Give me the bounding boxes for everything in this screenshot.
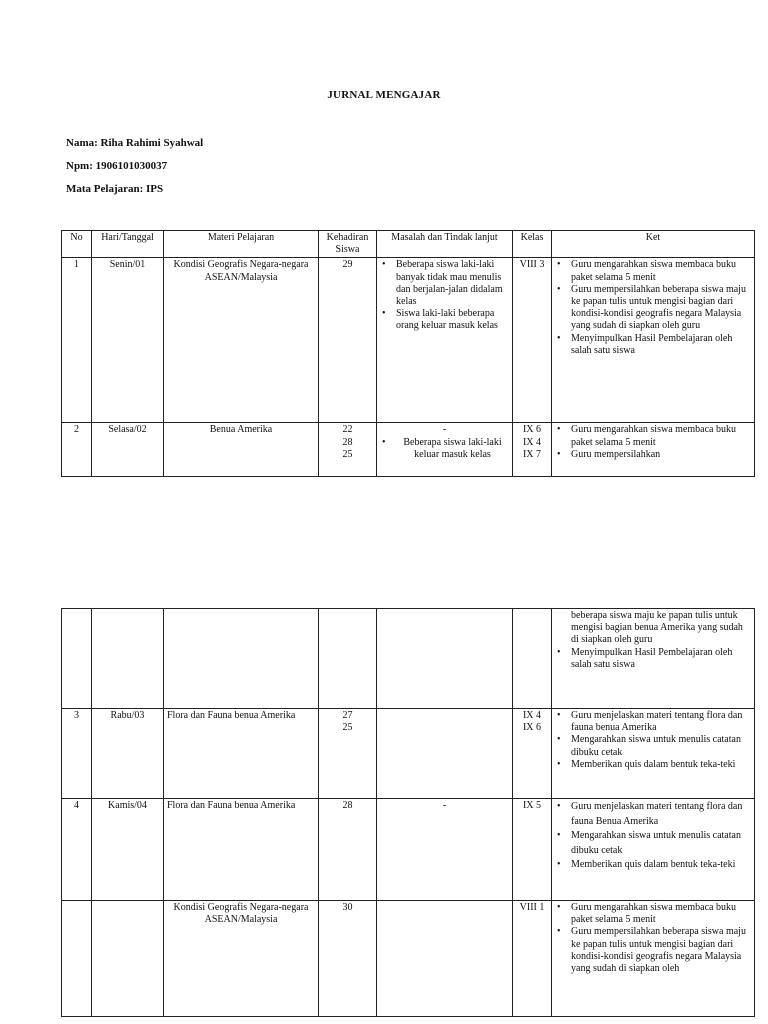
table-header-row (62, 231, 755, 258)
header-kehadiran: Kehadiran Siswa (319, 231, 377, 258)
table-row (62, 901, 755, 1017)
list-item: • Memberikan quis dalam bentuk teka-teki (571, 858, 751, 873)
kelas-value: VIII 3 (519, 259, 545, 271)
empty-cell (62, 609, 92, 709)
kelas-value: IX 7 (522, 448, 542, 460)
list-item: • Guru mengarahkan siswa membaca buku paket selama 5 menit (571, 259, 751, 283)
row-no: 2 (62, 423, 92, 477)
empty-cell (513, 609, 552, 709)
row-materi: Flora dan Fauna benua Amerika (164, 799, 319, 901)
row-materi: Kondisi Geografis Negara-negara ASEAN/Malaysia (164, 901, 319, 1017)
row-masalah (377, 423, 513, 477)
document-title: JURNAL MENGAJAR (327, 89, 441, 101)
row-no: 1 (62, 258, 92, 423)
row-kehadiran (319, 258, 377, 423)
header-masalah: Masalah dan Tindak lanjut (377, 231, 513, 258)
row-hari: Rabu/03 (92, 709, 164, 799)
row-hari: Selasa/02 (92, 423, 164, 477)
table-row (62, 423, 755, 477)
row-masalah (377, 709, 513, 799)
empty-cell (62, 901, 92, 1017)
kehadiran-value: 29 (342, 259, 353, 271)
subject-name: Mata Pelajaran: IPS (66, 183, 164, 195)
row-masalah (377, 258, 513, 423)
kehadiran-value: 27 (342, 710, 353, 721)
journal-table-part-1 (61, 230, 755, 477)
row-kelas (513, 709, 552, 799)
row-kehadiran (319, 901, 377, 1017)
list-item: • Guru menjelaskan materi tentang flora dan fauna benua Amerika (571, 710, 751, 734)
row-ket (552, 799, 755, 901)
list-item: • Mengarahkan siswa untuk menulis catatan dibuku cetak (571, 734, 751, 758)
list-item: • Guru mempersilahkan beberapa siswa maju ke papan tulis untuk mengisi bagian dari kondisi-kondisi geografis negara Malaysia yang sudah di siapkan oleh (571, 926, 751, 975)
row-masalah (377, 799, 513, 901)
list-item: • Siswa laki-laki beberapa orang keluar masuk kelas (396, 308, 509, 332)
kehadiran-value: 25 (342, 448, 353, 460)
row-kelas (513, 799, 552, 901)
list-item: • Menyimpulkan Hasil Pembelajaran oleh salah satu siswa (571, 333, 751, 357)
row-hari: Senin/01 (92, 258, 164, 423)
kelas-value: IX 6 (522, 722, 542, 734)
list-item: • Menyimpulkan Hasil Pembelajaran oleh salah satu siswa (571, 647, 751, 671)
header-materi: Materi Pelajaran (164, 231, 319, 258)
kelas-value: IX 6 (522, 424, 542, 436)
list-item: • Guru menjelaskan materi tentang flora dan fauna Benua Amerika (571, 800, 751, 829)
kehadiran-value: 28 (342, 800, 353, 811)
header-kelas: Kelas (513, 231, 552, 258)
list-item: • Beberapa siswa laki-laki keluar masuk kelas (396, 437, 509, 461)
list-item: • Mengarahkan siswa untuk menulis catatan dibuku cetak (571, 829, 751, 858)
kelas-value: IX 5 (522, 800, 542, 811)
kehadiran-value: 28 (342, 436, 353, 448)
teacher-name: Nama: Riha Rahimi Syahwal (66, 137, 204, 149)
list-item: • Memberikan quis dalam bentuk teka-teki (571, 759, 751, 771)
list-item: • Beberapa siswa laki-laki banyak tidak mau menulis dan berjalan-jalan didalam kelas (396, 259, 509, 308)
header-hari: Hari/Tanggal (92, 231, 164, 258)
row-ket (552, 709, 755, 799)
row-ket (552, 609, 755, 709)
empty-cell (92, 901, 164, 1017)
journal-table-part-2 (61, 608, 755, 1017)
row-materi: Kondisi Geografis Negara-negara ASEAN/Malaysia (164, 258, 319, 423)
table-row (62, 709, 755, 799)
row-kelas (513, 423, 552, 477)
row-materi: Flora dan Fauna benua Amerika (164, 709, 319, 799)
table-row (62, 799, 755, 901)
header-no: No (62, 231, 92, 258)
row-ket (552, 258, 755, 423)
kelas-value: IX 4 (522, 436, 542, 448)
list-item: • Guru mempersilahkan (571, 449, 751, 461)
row-kelas (513, 901, 552, 1017)
row-kelas (513, 258, 552, 423)
row-ket (552, 423, 755, 477)
row-hari: Kamis/04 (92, 799, 164, 901)
student-number: Npm: 1906101030037 (66, 160, 168, 172)
kehadiran-value: 22 (342, 424, 353, 436)
row-kehadiran (319, 799, 377, 901)
kelas-value: VIII 1 (519, 902, 545, 913)
masalah-dash: - (442, 800, 447, 811)
row-materi: Benua Amerika (164, 423, 319, 477)
row-kehadiran (319, 709, 377, 799)
kelas-value: IX 4 (522, 710, 542, 721)
empty-cell (377, 609, 513, 709)
list-item: • Guru mengarahkan siswa membaca buku paket selama 5 menit (571, 424, 751, 448)
header-ket: Ket (552, 231, 755, 258)
kehadiran-value: 30 (342, 902, 353, 913)
row-masalah (377, 901, 513, 1017)
ket-continued: beberapa siswa maju ke papan tulis untuk mengisi bagian benua Amerika yang sudah di siapkan oleh guru (571, 610, 743, 646)
row-ket (552, 901, 755, 1017)
empty-cell (319, 609, 377, 709)
row-no: 3 (62, 709, 92, 799)
empty-cell (164, 609, 319, 709)
list-item: • Guru mempersilahkan beberapa siswa maju ke papan tulis untuk mengisi bagian dari kondisi-kondisi geografis negara Malaysia yang sudah di siapkan oleh guru (571, 284, 751, 333)
list-item: • Guru mengarahkan siswa membaca buku paket selama 5 menit (571, 902, 751, 926)
table-row (62, 609, 755, 709)
row-kehadiran (319, 423, 377, 477)
table-row (62, 258, 755, 423)
row-no: 4 (62, 799, 92, 901)
kehadiran-value: 25 (342, 722, 353, 734)
masalah-dash: - (442, 424, 447, 436)
empty-cell (92, 609, 164, 709)
